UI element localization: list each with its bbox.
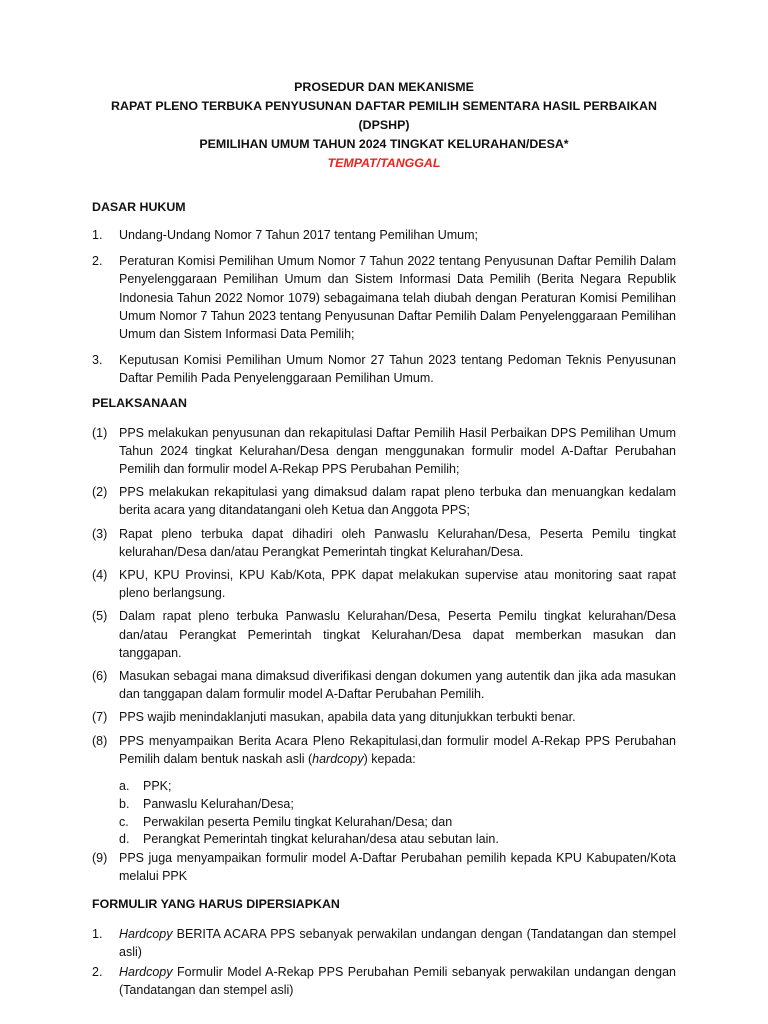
sub-item-text: Perwakilan peserta Pemilu tingkat Kelurahan/Desa; dan [143,814,453,829]
list-item [92,925,676,961]
item-number: (2) [92,485,108,500]
item-number: (5) [92,609,108,624]
section-heading-dasar-hukum: DASAR HUKUM [92,200,186,214]
list-item [92,667,676,703]
item-number: (8) [92,733,108,748]
item-number: (7) [92,710,108,725]
item-number: (1) [92,425,108,440]
formulir-list [92,925,676,1000]
sub-list-item [92,778,676,796]
item-text-italic: Hardcopy [119,965,173,980]
item-text: Undang-Undang Nomor 7 Tahun 2017 tentang Pemilihan Umum; [119,228,479,242]
document-title [92,78,676,173]
list-item [92,525,676,561]
sub-item-letter: b. [119,796,130,811]
list-item [92,566,676,602]
item-number: 1. [92,228,103,242]
list-item [92,252,676,343]
section-heading-formulir: FORMULIR YANG HARUS DIPERSIAPKAN [92,896,340,911]
sub-item-letter: a. [119,779,130,794]
title-line-3: PEMILIHAN UMUM TAHUN 2024 TINGKAT KELURAHAN/DESA* [199,137,569,151]
item-number: 2. [92,965,103,980]
list-item [92,607,676,662]
item-number: (3) [92,526,108,541]
item-text: Dalam rapat pleno terbuka Panwaslu Kelurahan/Desa, Peserta Pemilu tingkat kelurahan/Desa dan/atau Perangkat Pemerintah tingkat Kelurahan/Desa dapat memberkan masukan dan tanggapan. [119,609,676,660]
sub-list-item [92,796,676,814]
item-text-rest: BERITA ACARA PPS sebanyak perwakilan undangan dengan (Tandatangan dan stempel asli) [119,926,676,959]
list-item [92,963,676,999]
sub-item-text: Panwaslu Kelurahan/Desa; [143,796,294,811]
item-text: Rapat pleno terbuka dapat dihadiri oleh Panwaslu Kelurahan/Desa, Peserta Pemilu tingkat kelurahan/Desa dan/atau Perangkat Pemerintah tingkat Kelurahan/Desa. [119,526,676,559]
title-line-1: PROSEDUR DAN MEKANISME [294,80,474,94]
title-place-date: TEMPAT/TANGGAL [327,156,441,170]
item-text-before: PPS menyampaikan Berita Acara Pleno Rekapitulasi,dan formulir model A-Rekap PPS Perubahan Pemilih dalam bentuk naskah asli ( [119,733,676,766]
sub-list-item [92,814,676,832]
pelaksanaan-list [92,424,676,886]
item-text: PPS wajib menindaklanjuti masukan, apabila data yang ditunjukkan terbukti benar. [119,710,576,725]
item-text: PPS melakukan rekapitulasi yang dimaksud dalam rapat pleno terbuka dan menuangkan kedalam berita acara yang ditandatangani oleh Ketua dan Anggota PPS; [119,485,676,518]
item-text-italic: Hardcopy [119,926,173,941]
item-text: Keputusan Komisi Pemilihan Umum Nomor 27 Tahun 2023 tentang Pedoman Teknis Penyusunan Daftar Pemilih Pada Penyelenggaraan Pemilihan Umum. [119,353,676,386]
list-item [92,708,676,726]
item-number: (6) [92,669,108,684]
item-text-after: ) kepada: [363,751,416,766]
list-item [92,226,676,244]
sub-item-text: PPK; [143,779,172,794]
list-item [92,849,676,885]
item-number: (9) [92,851,108,866]
dasar-hukum-list [92,226,676,388]
section-heading-pelaksanaan: PELAKSANAAN [92,395,187,410]
item-text: Masukan sebagai mana dimaksud diverifikasi dengan dokumen yang autentik dan jika ada masukan dan tanggapan dalam formulir model A-Daftar Perubahan Pemilih. [119,669,676,702]
item-number: 1. [92,926,103,941]
recipient-sublist [92,778,676,849]
item-text [119,732,676,768]
sub-item-letter: c. [119,814,129,829]
item-text: Peraturan Komisi Pemilihan Umum Nomor 7 Tahun 2022 tentang Penyusunan Daftar Pemilih Dalam Penyelenggaraan Pemilihan Umum dan Sistem Informasi Data Pemilih (Berita Negara Republik Indonesia Tahun 2022 Nomor 1079) sebagaimana telah diubah dengan Peraturan Komisi Pemilihan Umum Nomor 7 Tahun 2023 tentang Penyusunan Daftar Pemilih Dalam Penyelenggaraan Pemilihan Umum dan Sistem Informasi Data Pemilih; [119,254,676,342]
item-text-italic: hardcopy [312,751,364,766]
sub-item-text: Perangkat Pemerintah tingkat kelurahan/desa atau sebutan lain. [143,832,499,847]
sub-list-item [92,831,676,849]
item-text: PPS juga menyampaikan formulir model A-Daftar Perubahan pemilih kepada KPU Kabupaten/Kota melalui PPK [119,851,676,884]
sub-item-letter: d. [119,832,130,847]
item-number: (4) [92,568,108,583]
item-number: 3. [92,353,103,368]
item-text: PPS melakukan penyusunan dan rekapitulasi Daftar Pemilih Hasil Perbaikan DPS Pemilihan Umum Tahun 2024 tingkat Kelurahan/Desa dengan menggunakan formulir model A-Daftar Perubahan Pemilih dan formulir model A-Rekap PPS Perubahan Pemilih; [119,425,676,477]
item-text: KPU, KPU Provinsi, KPU Kab/Kota, PPK dapat melakukan supervise atau monitoring saat rapat pleno berlangsung. [119,568,676,601]
item-number: 2. [92,254,103,269]
list-item [92,732,676,768]
item-text [119,963,676,999]
item-text [119,925,676,961]
list-item [92,351,676,387]
title-line-2: RAPAT PLENO TERBUKA PENYUSUNAN DAFTAR PEMILIH SEMENTARA HASIL PERBAIKAN (DPSHP) [111,99,657,132]
list-item [92,424,676,479]
item-text-rest: Formulir Model A-Rekap PPS Perubahan Pemili sebanyak perwakilan undangan dengan (Tandatangan dan stempel asli) [119,965,676,998]
list-item [92,483,676,519]
